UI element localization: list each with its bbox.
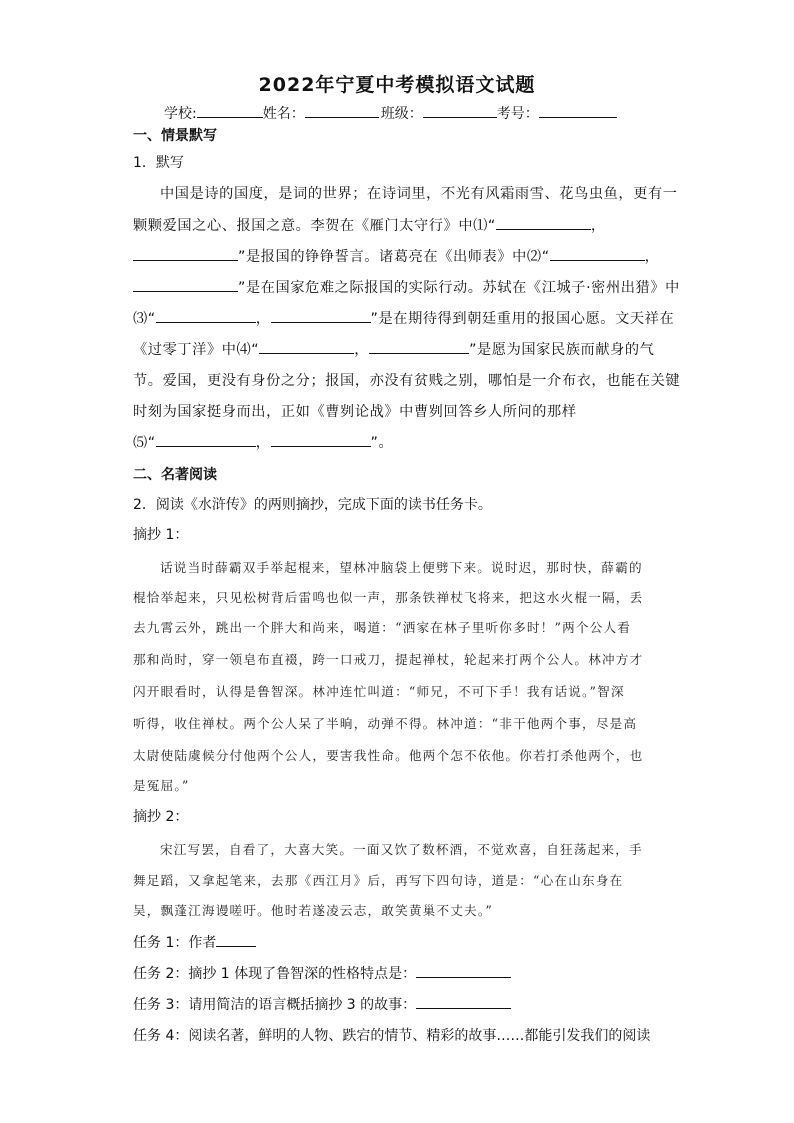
excerpt-1-line: 太尉使陆虞候分付他两个公人，要害我性命。他两个怎不依他。你若打杀他两个，也 <box>133 748 644 763</box>
q1-line-1: 中国是诗的国度，是词的世界；在诗词里，不光有风霜雨雪、花鸟虫鱼，更有一 <box>160 186 678 202</box>
answer-blank-2b[interactable] <box>133 278 238 292</box>
answer-blank-1b[interactable] <box>133 247 238 261</box>
name-blank[interactable] <box>305 104 379 118</box>
section-heading-classics: 二、名著阅读 <box>133 467 217 483</box>
q1-text-5a: ⑶“ <box>133 311 156 327</box>
task-2 <box>133 963 511 983</box>
number-blank[interactable] <box>539 104 617 118</box>
excerpt-2-label: 摘抄 2： <box>133 809 189 825</box>
task-3 <box>133 994 511 1014</box>
number-label: 考号： <box>496 106 539 122</box>
school-blank[interactable] <box>197 104 263 118</box>
comma: ， <box>255 435 271 451</box>
page-title: 2022年宁夏中考模拟语文试题 <box>258 74 536 96</box>
answer-blank-1a[interactable] <box>496 216 591 230</box>
q1-line-8: 时刻为国家挺身而出，正如《曹刿论战》中曹刿回答乡人所问的那样 <box>133 404 577 420</box>
task-1 <box>133 932 256 952</box>
q1-line-3 <box>133 246 659 266</box>
task-2-text: 任务 2：摘抄 1 体现了鲁智深的性格特点是： <box>133 966 417 982</box>
task-3-blank[interactable] <box>416 995 511 1009</box>
answer-blank-4a[interactable] <box>259 340 354 354</box>
school-label: 学校: <box>164 106 197 122</box>
q1-line-9 <box>133 432 393 452</box>
q1-line-6 <box>133 339 654 359</box>
q1-line-2 <box>133 215 606 235</box>
q1-text-6b: ”是愿为国家民族而献身的气 <box>469 342 655 358</box>
student-info-line <box>164 103 617 123</box>
section-heading-recitation: 一、情景默写 <box>133 128 217 144</box>
question-1-label: 1．默写 <box>133 155 184 171</box>
excerpt-1-line: 棍恰举起来，只见松树背后雷鸣也似一声，那条铁禅杖飞将来，把这水火棍一隔，丢 <box>133 590 644 605</box>
excerpt-1-label: 摘抄 1： <box>133 527 189 543</box>
excerpt-2-line: 宋江写罢，自看了，大喜大笑。一面又饮了数杯酒，不觉欢喜，自狂荡起来，手 <box>160 842 643 857</box>
q1-text-4: ”是在国家危难之际报国的实际行动。苏轼在《江城子·密州出猎》中 <box>238 280 680 296</box>
q1-line-4 <box>133 277 680 297</box>
comma: ， <box>590 218 606 234</box>
task-3-text: 任务 3：请用简洁的语言概括摘抄 3 的故事： <box>133 997 417 1013</box>
excerpt-2-line: 吴，飘蓬江海谩嗟吁。他时若遂凌云志，敢笑黄巢不丈夫。” <box>133 903 493 918</box>
class-blank[interactable] <box>423 104 497 118</box>
question-2-text: 2．阅读《水浒传》的两则摘抄，完成下面的读书任务卡。 <box>133 497 492 513</box>
answer-blank-5a[interactable] <box>156 433 256 447</box>
class-label: 班级： <box>380 106 423 122</box>
task-1-text: 任务 1：作者 <box>133 935 217 951</box>
answer-blank-3a[interactable] <box>156 309 256 323</box>
q1-text-6a: 《过零丁洋》中⑷“ <box>133 342 260 358</box>
q1-text-9a: ⑸“ <box>133 435 156 451</box>
q1-line-5 <box>133 308 674 328</box>
q1-line-7: 节。爱国，更没有身份之分；报国，亦没有贫贱之别，哪怕是一介布衣，也能在关键 <box>133 373 681 389</box>
excerpt-1-line: 是冤屈。” <box>133 778 190 793</box>
task-1-blank[interactable] <box>216 933 256 947</box>
task-4: 任务 4：阅读名著，鲜明的人物、跌宕的情节、精彩的故事……都能引发我们的阅读 <box>133 1028 651 1044</box>
answer-blank-4b[interactable] <box>369 340 469 354</box>
name-label: 姓名： <box>262 106 305 122</box>
comma: ， <box>255 311 271 327</box>
answer-blank-2a[interactable] <box>550 247 645 261</box>
q1-text-3: ”是报国的铮铮誓言。诸葛亮在《出师表》中⑵“ <box>238 249 550 265</box>
comma: ， <box>354 342 370 358</box>
comma: ， <box>644 249 660 265</box>
q1-text-5b: ”是在期待得到朝廷重用的报国心愿。文天祥在 <box>370 311 675 327</box>
excerpt-1-line: 去九霄云外，跳出一个胖大和尚来，喝道：“洒家在林子里听你多时！”两个公人看 <box>133 620 632 635</box>
excerpt-1-line: 闪开眼看时，认得是鲁智深。林冲连忙叫道：“师兄，不可下手！我有话说。”智深 <box>133 684 625 699</box>
excerpt-1-line: 话说当时薛霸双手举起棍来，望林冲脑袋上便劈下来。说时迟，那时快，薛霸的 <box>160 560 643 575</box>
excerpt-1-line: 那和尚时，穿一领皂布直裰，跨一口戒刀，提起禅杖，轮起来打两个公人。林冲方才 <box>133 652 644 667</box>
answer-blank-5b[interactable] <box>271 433 371 447</box>
excerpt-1-line: 听得，收住禅杖。两个公人呆了半晌，动弹不得。林冲道：“非干他两个事，尽是高 <box>133 716 638 731</box>
excerpt-2-line: 舞足蹈，又拿起笔来，去那《西江月》后，再写下四句诗，道是：“心在山东身在 <box>133 873 624 888</box>
q1-text-2: 颗颗爱国之心、报国之意。李贺在《雁门太守行》中⑴“ <box>133 218 496 234</box>
task-2-blank[interactable] <box>416 964 511 978</box>
answer-blank-3b[interactable] <box>271 309 371 323</box>
q1-text-9b: ”。 <box>370 435 394 451</box>
